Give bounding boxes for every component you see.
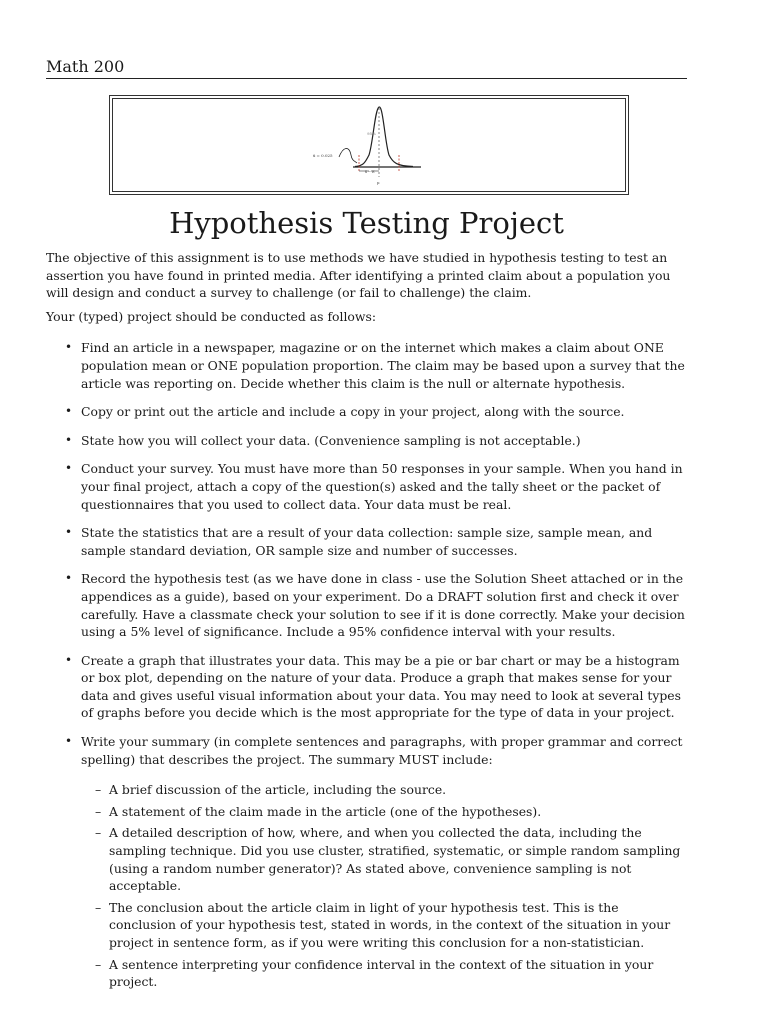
list-item xyxy=(46,652,687,722)
dash-icon: – xyxy=(95,782,102,798)
summary-requirements-list xyxy=(81,781,687,991)
page xyxy=(46,0,687,1002)
list-item-text: Conduct your survey. You must have more than 50 responses in your sample. When you hand in your final project, attach a copy of the question(s) asked and the tally sheet or the packet of questionnaires that you used to collect data. Your data must be real. xyxy=(81,461,683,512)
sub-list-item xyxy=(81,824,687,894)
list-item xyxy=(46,460,687,513)
sub-list-item xyxy=(81,956,687,991)
bullet-icon: • xyxy=(65,652,73,667)
sub-list-item xyxy=(81,899,687,952)
interval-label: x̄ − E xyxy=(365,170,375,174)
instruction-list xyxy=(46,339,687,990)
bullet-icon: • xyxy=(65,404,73,419)
lead-paragraph: Your (typed) project should be conducted as follows: xyxy=(46,308,377,324)
bullet-icon: • xyxy=(65,525,73,540)
bullet-icon: • xyxy=(65,571,73,586)
dash-icon: – xyxy=(95,803,102,819)
page-header xyxy=(46,57,687,79)
list-item-text: Create a graph that illustrates your data. This may be a pie or bar chart or may be a histogram or box plot, depending on the nature of your data. Produce a graph that makes sense for your data and gives useful visual information about your data. You may need to look at several types of graphs before you decide which is the most appropriate for the type of data in your project. xyxy=(81,652,681,721)
sub-list-item-text: A statement of the claim made in the article (one of the hypotheses). xyxy=(109,803,542,819)
course-name: Math 200 xyxy=(46,57,125,76)
sub-list-item xyxy=(81,781,687,799)
list-item-text: State how you will collect your data. (Convenience sampling is not acceptable.) xyxy=(81,432,581,448)
sub-list-item-text: The conclusion about the article claim in light of your hypothesis test. This is the conclusion of your hypothesis test, stated in words, in the context of the situation in your project in sentence form, as if you were writing this conclusion for a non-statistician. xyxy=(109,899,671,950)
list-item-text: State the statistics that are a result of your data collection: sample size, sample mean, and sample standard deviation, OR sample size and number of successes. xyxy=(81,525,653,558)
sub-list-item-text: A detailed description of how, where, and when you collected the data, including the sampling technique. Did you use cluster, stratified, systematic, or simple random sampling (using a random number generator)? As stated above, convenience sampling is not acceptable. xyxy=(109,825,681,894)
list-item-text: Write your summary (in complete sentences and paragraphs, with proper grammar and correct spelling) that describes the project. The summary MUST include: xyxy=(81,734,683,767)
left-label: x̄ = 0.025 xyxy=(313,153,333,158)
sub-list-item xyxy=(81,803,687,821)
normal-curve xyxy=(355,107,413,167)
figure-frame xyxy=(109,95,629,195)
list-item xyxy=(46,339,687,392)
mu-label: μ xyxy=(377,180,380,185)
dash-icon: – xyxy=(95,899,102,915)
document-title: Hypothesis Testing Project xyxy=(169,206,564,240)
dash-icon: – xyxy=(95,956,102,972)
normal-curve-figure xyxy=(113,99,621,187)
list-item xyxy=(46,570,687,640)
figure-inner-frame xyxy=(112,98,626,192)
list-item-text: Record the hypothesis test (as we have done in class - use the Solution Sheet attached or in the appendices as a guide), based on your experiment. Do a DRAFT solution first and check it over carefully. Have a classmate check your solution to see if it is done correctly. Make your decision using a 5% level of significance. Include a 95% confidence interval with your results. xyxy=(81,571,685,640)
sub-list-item-text: A sentence interpreting your confidence interval in the context of the situation in your project. xyxy=(109,956,654,990)
intro-paragraph: The objective of this assignment is to use methods we have studied in hypothesis testing to test an assertion you have found in printed media. After identifying a printed claim about a population you will design and conduct a survey to challenge (or fail to challenge) the claim. xyxy=(46,250,671,301)
sub-list-item-text: A brief discussion of the article, including the source. xyxy=(109,782,447,798)
list-item xyxy=(46,403,687,421)
list-item xyxy=(46,733,687,991)
bullet-icon: • xyxy=(65,340,73,355)
bullet-icon: • xyxy=(65,461,73,476)
list-item xyxy=(46,524,687,559)
bullet-icon: • xyxy=(65,432,73,447)
list-item-text: Copy or print out the article and include a copy in your project, along with the source. xyxy=(81,404,625,420)
dash-icon: – xyxy=(95,825,102,841)
list-item-text: Find an article in a newspaper, magazine or on the internet which makes a claim about ONE population mean or ONE population proportion. The claim may be based upon a survey that the article was reporting on. Decide whether this claim is the null or alternate hypothesis. xyxy=(81,340,685,391)
bullet-icon: • xyxy=(65,734,73,749)
list-item xyxy=(46,432,687,450)
center-label: 95% xyxy=(367,131,376,136)
label-arrow xyxy=(339,148,357,163)
